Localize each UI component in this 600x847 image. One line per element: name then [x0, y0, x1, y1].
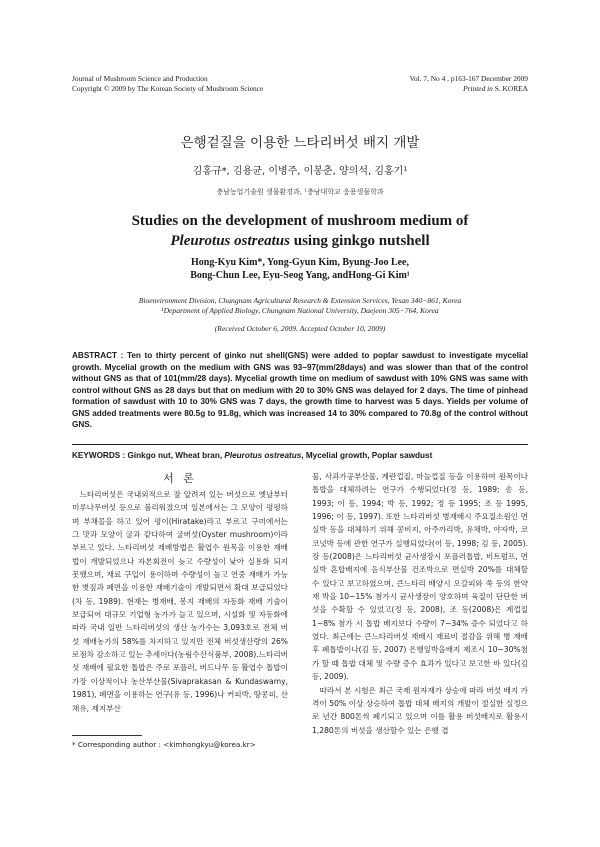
- affiliation-line2: ¹Department of Applied Biology, Chungnam National University, Daejeon 305−764, Korea: [161, 306, 439, 315]
- journal-name: Journal of Mushroom Science and Production: [72, 74, 208, 83]
- volume-line: Vol. 7, No 4 , p163-167 December 2009: [409, 74, 528, 83]
- printed-prefix: Printed in: [463, 84, 493, 93]
- journal-header: [72, 74, 263, 94]
- keywords-label: KEYWORDS :: [72, 451, 126, 460]
- korean-title: 은행겉질을 이용한 느타리버섯 배지 개발: [180, 135, 420, 151]
- english-title-line1: Studies on the development of mushroom medium of: [131, 213, 469, 229]
- english-title: [0, 211, 600, 251]
- abstract-label: ABSTRACT :: [72, 351, 124, 360]
- section-heading-introduction: 서 론: [163, 472, 197, 485]
- keywords: [72, 451, 528, 460]
- received-dates: (Received October 6, 2009. Accepted October 10, 2009): [214, 324, 386, 333]
- body-column-left: [72, 488, 288, 715]
- keywords-species: Pleurotus ostreatus: [224, 451, 302, 460]
- affiliation-line1: Bioenvironment Division, Chungnam Agricultural Research & Extension Services, Yesan 340−861, Korea: [138, 296, 462, 305]
- issue-info: [409, 74, 528, 94]
- english-title-line2: [0, 231, 600, 251]
- english-authors: [0, 256, 600, 282]
- korean-authors: 김홍규*, 김용균, 이병주, 이봉춘, 양의석, 김홍기¹: [192, 166, 408, 177]
- english-affiliation: [0, 296, 600, 316]
- korean-affiliation: 충남농업기술원 생물환경과, ¹충남대학교 응용생물학과: [216, 188, 384, 196]
- right-paragraph-2: 따라서 본 시험은 최근 국제 원자재가 상승에 따라 버섯 배지 가격이 50% 이상 상승하여 톱밥 대체 배지의 개발이 절실한 실정으로 년간 800톤씩 폐기되고 있으며 이를 활용 버섯배지로 활용시 1,280톤의 버섯을 생산할수 있는 은행 겹: [312, 685, 528, 735]
- printed-line: [409, 84, 528, 94]
- abstract-text: Ten to thirty percent of ginko nut shell(GNS) were added to poplar sawdust to investigate mycelial growth. Mycelial growth on the medium with GNS was 93−97(mm/28days) and was slower than that of the control without GNS as that of 101(mm/28 days). Mycelial growth time on medium of sawdust with 10% GNS was same with control without GNS as 28 days but that on medium with 20 to 30% GNS was delayed for 2 days. The time of pinhead formation of sawdust with 10 to 30% GNS was 7 days, the growth time to harvest was 5 days. Yields per volume of GNS added treatments were 80.5g to 91.8g, which was increased 14 to 30% compared to 70.8g of the control without GNS.: [72, 351, 528, 429]
- keywords-before: Ginkgo nut, Wheat bran,: [127, 451, 225, 460]
- abstract-divider: [72, 444, 528, 445]
- corresponding-author-footnote: * Corresponding author : <kimhongkyu@korea.kr>: [72, 740, 256, 749]
- species-name: Pleurotus ostreatus: [170, 233, 290, 249]
- left-paragraph: 느타리버섯은 국내외적으로 잘 알려져 있는 버섯으로 옛날부터 미루나무버섯 등으로 불리워졌으며 일본에서는 그 모양이 평평하며 부채꼴을 하고 있어 평이(Hiratake)라고 부르고 구미에서는 그 맛과 모양이 굴과 같다하여 굴버섯(Oyster mushroom)이라 부르고 있다. 느타리버섯 재배방법은 활엽수 원목을 이용한 재배법이 개발되었으나 자본회전이 늦고 수량성이 낮아 실용화 되지 못했으며, 재료 구입이 용이하며 수량성이 높고 연중 재배가 가능한 볏짚과 폐면을 이용한 재배기술이 개발되면서 확대 보급되었다(차 등, 1989). 현재는 병재배, 봉지 재배의 자동화 재배 기술이 보급되어 대규모 기업형 농가가 늘고 있으며, 시설화 및 자동화에 따라 국내 일반 느타리버섯의 생산 농가수는 3,093호로 전체 버섯 재배농가의 58%를 차지하고 있지만 전체 버섯생산량의 26%로점차 감소하고 있는 추세이다(농림수산식품부, 2008).느타리버섯 재배에 필요한 톱밥은 주로 포플러, 버드나무 등 활엽수 톱밥이 가장 이상적이나 농산부산물(Sivaprakasan & Kundaswamy, 1981), 폐면을 이용하는 연구(유 등, 1996)나 커피박, 땅콩피, 산채유, 제지부산: [72, 490, 288, 713]
- english-authors-line2: Bong-Chun Lee, Eyu-Seog Yang, andHong-Gi Kim¹: [190, 270, 410, 281]
- abstract: [72, 350, 528, 431]
- english-authors-line1: Hong-Kyu Kim*, Yong-Gyun Kim, Byung-Joo Lee,: [191, 257, 409, 268]
- english-title-rest: using ginkgo nutshell: [289, 233, 430, 249]
- body-column-right: [312, 470, 528, 737]
- printed-country: S. KOREA: [494, 84, 528, 93]
- copyright-line: Copyright © 2009 by The Korean Society of Mushroom Science: [72, 84, 264, 93]
- footnote-divider: [72, 735, 142, 736]
- keywords-after: , Mycelial growth, Poplar sawdust: [301, 451, 433, 460]
- right-paragraph-1: 물, 사과가공부산물, 계란껍질, 마늘껍질 등을 이용하여 원목이나 톱밥을 대체하려는 연구가 수행되었다(정 등, 1989; 송 등, 1993; 이 등, 1994; 박 등, 1992; 정 등 1995; 조 등 1995, 1996; 이 등, 1997). 또한 느타리버섯 병재배시 주요질소원인 면실박 등을 대체하기 위해 콩비지, 아주까리박, 유채박, 야자박, 코코넛박 등에 관한 연구가 실행되었다(이 등, 1998; 김 등, 2005).장 등(2008)은 느타리버섯 균사생장시 포플러톱밥, 비트펄프, 면실박 혼합배지에 음식부산물 건조박으로 면실박 20%를 대체할 수 있다고 보고하였으며, 큰느타리 배양시 오갈피와 쑥 등의 한약재 박을 10~15% 첨가시 균사생장이 양호하며 육질이 단단한 버섯을 수확할 수 있었고(정 등, 2008), 조 등(2008)은 계껍질 1~8% 첨가 시 톱밥 배지보다 수량이 7~34% 증수 되었다고 하였다. 최근에는 큰느타리버섯 재배시 재료비 절감을 위해 병 재배 후 폐톱밥이나(김 등, 2007) 은행잎박을배지 제조시 10~30%첨가 할 때 톱밥 대체 및 수량 증수 효과가 있다고 보고한 바 있다(김 등, 2009).: [312, 472, 528, 682]
